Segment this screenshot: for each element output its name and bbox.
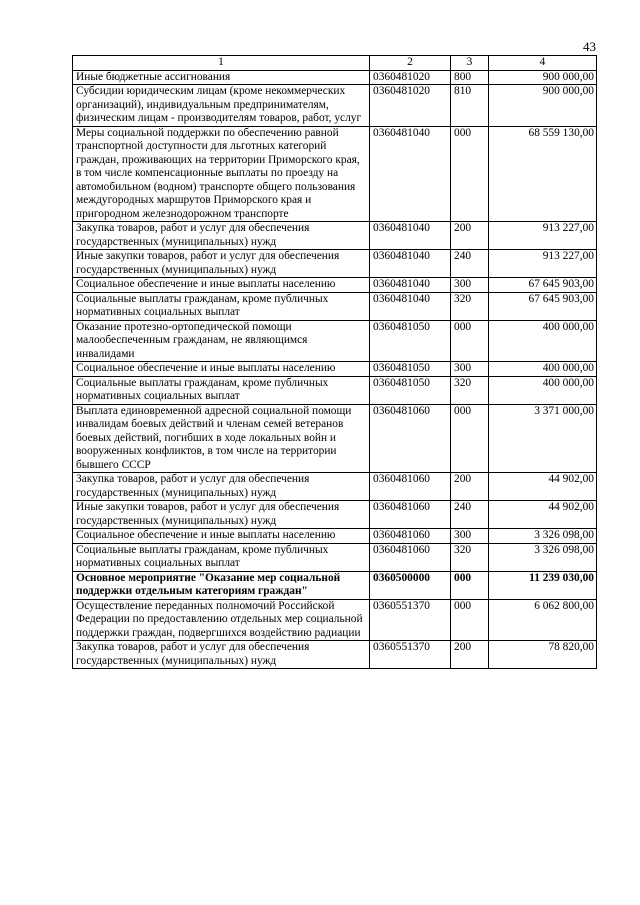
row-kind-cell: 240 — [451, 250, 489, 278]
row-kind-cell: 810 — [451, 85, 489, 127]
table-row — [73, 571, 597, 599]
row-amount-cell: 6 062 800,00 — [489, 599, 597, 641]
row-amount-cell: 67 645 903,00 — [489, 278, 597, 293]
row-kind-cell: 200 — [451, 473, 489, 501]
table-row — [73, 529, 597, 544]
row-code-cell: 0360481060 — [370, 501, 451, 529]
row-code-cell: 0360551370 — [370, 641, 451, 669]
row-code-cell: 0360481040 — [370, 278, 451, 293]
header-row — [73, 56, 597, 71]
row-code-cell: 0360481020 — [370, 70, 451, 85]
column-header-kind: 3 — [451, 56, 489, 71]
row-kind-cell: 200 — [451, 641, 489, 669]
row-kind-cell: 000 — [451, 571, 489, 599]
row-kind-cell: 000 — [451, 404, 489, 473]
row-name-cell: Социальное обеспечение и иные выплаты населению — [73, 529, 370, 544]
table-row — [73, 70, 597, 85]
row-code-cell: 0360481050 — [370, 320, 451, 362]
page-number: 43 — [583, 39, 596, 54]
row-amount-cell: 900 000,00 — [489, 85, 597, 127]
table-row — [73, 376, 597, 404]
row-name-cell: Иные бюджетные ассигнования — [73, 70, 370, 85]
row-amount-cell: 11 239 030,00 — [489, 571, 597, 599]
row-kind-cell: 300 — [451, 278, 489, 293]
row-kind-cell: 300 — [451, 529, 489, 544]
table-row — [73, 278, 597, 293]
budget-table — [72, 55, 597, 669]
row-amount-cell: 3 326 098,00 — [489, 543, 597, 571]
table-body — [73, 70, 597, 669]
column-header-amount: 4 — [489, 56, 597, 71]
row-code-cell: 0360481040 — [370, 126, 451, 222]
row-kind-cell: 320 — [451, 376, 489, 404]
row-name-cell: Социальные выплаты гражданам, кроме публичных нормативных социальных выплат — [73, 376, 370, 404]
row-amount-cell: 3 371 000,00 — [489, 404, 597, 473]
row-code-cell: 0360481060 — [370, 543, 451, 571]
table-row — [73, 85, 597, 127]
row-amount-cell: 68 559 130,00 — [489, 126, 597, 222]
column-header-name: 1 — [73, 56, 370, 71]
row-kind-cell: 800 — [451, 70, 489, 85]
table-row — [73, 501, 597, 529]
table-row — [73, 292, 597, 320]
row-name-cell: Меры социальной поддержки по обеспечению равной транспортной доступности для льготных категорий граждан, проживающих на территории Приморского края, в том числе компенсационные выплаты по проезду на автомобильном (водном) транспорте общего пользования междугородных маршрутов Приморского края и пригородном железнодорожном транспорте — [73, 126, 370, 222]
row-name-cell: Закупка товаров, работ и услуг для обеспечения государственных (муниципальных) нужд — [73, 641, 370, 669]
row-kind-cell: 200 — [451, 222, 489, 250]
table-row — [73, 222, 597, 250]
row-kind-cell: 000 — [451, 320, 489, 362]
row-name-cell: Оказание протезно-ортопедической помощи малообеспеченным гражданам, не являющимся инвалидами — [73, 320, 370, 362]
table-row — [73, 473, 597, 501]
row-name-cell: Закупка товаров, работ и услуг для обеспечения государственных (муниципальных) нужд — [73, 222, 370, 250]
row-name-cell: Иные закупки товаров, работ и услуг для обеспечения государственных (муниципальных) нужд — [73, 250, 370, 278]
row-code-cell: 0360481040 — [370, 250, 451, 278]
row-code-cell: 0360551370 — [370, 599, 451, 641]
row-name-cell: Закупка товаров, работ и услуг для обеспечения государственных (муниципальных) нужд — [73, 473, 370, 501]
row-name-cell: Социальное обеспечение и иные выплаты населению — [73, 278, 370, 293]
row-kind-cell: 000 — [451, 126, 489, 222]
row-kind-cell: 320 — [451, 543, 489, 571]
row-code-cell: 0360481050 — [370, 362, 451, 377]
table-row — [73, 126, 597, 222]
row-kind-cell: 000 — [451, 599, 489, 641]
row-kind-cell: 240 — [451, 501, 489, 529]
row-code-cell: 0360481040 — [370, 222, 451, 250]
table-header — [73, 56, 597, 71]
row-code-cell: 0360481060 — [370, 529, 451, 544]
table-row — [73, 250, 597, 278]
row-name-cell: Социальные выплаты гражданам, кроме публичных нормативных социальных выплат — [73, 543, 370, 571]
row-code-cell: 0360481050 — [370, 376, 451, 404]
row-code-cell: 0360481040 — [370, 292, 451, 320]
row-amount-cell: 913 227,00 — [489, 250, 597, 278]
table-row — [73, 543, 597, 571]
table-row — [73, 320, 597, 362]
row-name-cell: Социальные выплаты гражданам, кроме публичных нормативных социальных выплат — [73, 292, 370, 320]
row-amount-cell: 900 000,00 — [489, 70, 597, 85]
row-amount-cell: 78 820,00 — [489, 641, 597, 669]
row-amount-cell: 400 000,00 — [489, 320, 597, 362]
row-name-cell: Основное мероприятие "Оказание мер социальной поддержки отдельным категориям граждан" — [73, 571, 370, 599]
row-kind-cell: 300 — [451, 362, 489, 377]
row-code-cell: 0360481020 — [370, 85, 451, 127]
table-row — [73, 362, 597, 377]
row-amount-cell: 400 000,00 — [489, 376, 597, 404]
row-amount-cell: 44 902,00 — [489, 473, 597, 501]
row-code-cell: 0360481060 — [370, 404, 451, 473]
row-name-cell: Иные закупки товаров, работ и услуг для обеспечения государственных (муниципальных) нужд — [73, 501, 370, 529]
row-name-cell: Выплата единовременной адресной социальной помощи инвалидам боевых действий и членам семей ветеранов боевых действий, погибших в ходе локальных войн и вооруженных конфликтов, в том числе на территории бывшего СССР — [73, 404, 370, 473]
row-kind-cell: 320 — [451, 292, 489, 320]
row-code-cell: 0360500000 — [370, 571, 451, 599]
table-row — [73, 404, 597, 473]
row-amount-cell: 913 227,00 — [489, 222, 597, 250]
row-name-cell: Субсидии юридическим лицам (кроме некоммерческих организаций), индивидуальным предпринимателям, физическим лицам - производителям товаров, работ, услуг — [73, 85, 370, 127]
row-amount-cell: 44 902,00 — [489, 501, 597, 529]
table-row — [73, 641, 597, 669]
row-code-cell: 0360481060 — [370, 473, 451, 501]
row-name-cell: Социальное обеспечение и иные выплаты населению — [73, 362, 370, 377]
row-amount-cell: 3 326 098,00 — [489, 529, 597, 544]
table-row — [73, 599, 597, 641]
row-name-cell: Осуществление переданных полномочий Российской Федерации по предоставлению отдельных мер социальной поддержки граждан, подвергшихся воздействию радиации — [73, 599, 370, 641]
row-amount-cell: 400 000,00 — [489, 362, 597, 377]
row-amount-cell: 67 645 903,00 — [489, 292, 597, 320]
column-header-code: 2 — [370, 56, 451, 71]
